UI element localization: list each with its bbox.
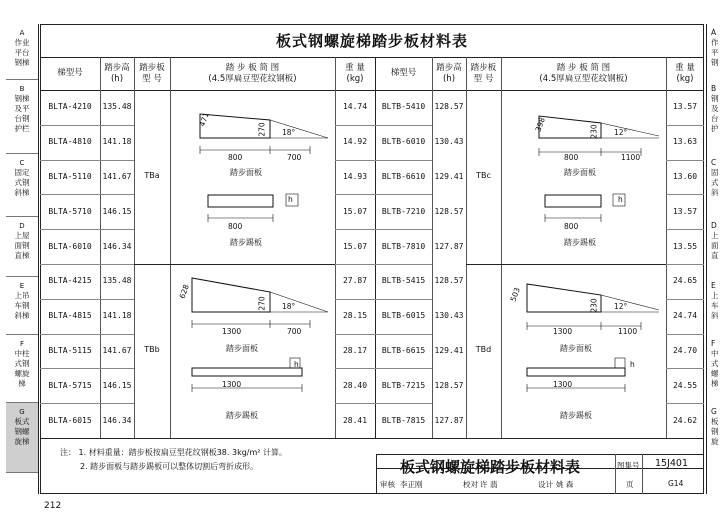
left-weight: 28.15 <box>342 311 368 321</box>
sidebar-item-letter: D <box>19 222 25 230</box>
sidebar-item-label-line: 钢梯 <box>14 58 30 67</box>
right-weight: 13.63 <box>672 137 698 147</box>
sidebar-right-letter: D <box>711 221 717 230</box>
sidebar-right-line: 螺 <box>711 369 719 378</box>
left-model: BLTA-4815 <box>48 311 92 321</box>
sidebar-right-line: 台 <box>711 114 719 123</box>
sketch-d-tread-label: 踏步面板 <box>560 344 592 353</box>
row-separator <box>40 194 134 195</box>
row-separator <box>666 334 704 335</box>
sidebar-right-line: 钢 <box>711 58 719 67</box>
left-model: BLTA-4210 <box>48 102 92 112</box>
right-model: BLTB-6010 <box>381 137 426 147</box>
tread-type-d: TBd <box>475 345 492 354</box>
header-weight: 重 量 <box>345 63 365 73</box>
sidebar-right-line: 上 <box>711 291 719 300</box>
sidebar-right-item-e <box>711 281 728 321</box>
row-separator <box>335 403 432 404</box>
sidebar-right-line: 式 <box>711 359 719 368</box>
row-separator <box>666 264 704 265</box>
sketch-b-side: 628 <box>177 283 191 300</box>
sidebar-item-letter: A <box>19 29 25 37</box>
sketch-d-dim1: 1300 <box>553 327 573 336</box>
header-weight-unit-right: (kg) <box>676 74 694 84</box>
right-rise: 128.57 <box>434 102 464 112</box>
sidebar-right-line: 钢 <box>711 427 719 436</box>
row-separator <box>666 299 704 300</box>
sidebar-right-item-d <box>711 221 728 261</box>
sidebar-item-b[interactable] <box>6 80 38 154</box>
sketch-a-depth: 270 <box>257 122 267 137</box>
left-rise: 146.15 <box>102 206 132 216</box>
right-model: BLTB-5410 <box>381 102 426 112</box>
right-model: BLTB-6615 <box>381 346 426 355</box>
design-label: 设计 <box>538 480 553 489</box>
title-block-title: 板式钢螺旋梯踏步板材料表 <box>400 458 581 476</box>
sidebar-right-item-g <box>711 407 728 447</box>
sketch-c-angle: 12° <box>614 128 628 137</box>
row-separator <box>40 299 134 300</box>
sidebar-item-label-line: 直梯 <box>14 251 30 260</box>
sidebar-item-label-line: 平台 <box>14 48 30 57</box>
sidebar-right-line: 式 <box>711 178 719 187</box>
sketch-b-dim2: 700 <box>287 327 302 336</box>
right-weight: 13.60 <box>672 172 698 181</box>
row-separator <box>40 160 134 161</box>
header-tread-type-right: 踏步板 <box>470 63 497 73</box>
right-model: BLTB-7810 <box>381 241 426 251</box>
sketch-c-riser-dim: 800 <box>564 222 579 231</box>
title-block-left <box>376 454 377 494</box>
row-separator <box>666 403 704 404</box>
sketch-c-dim1: 800 <box>564 153 579 162</box>
title-block-top <box>376 454 704 455</box>
sketch-a-h: h <box>288 195 293 204</box>
left-weight: 14.74 <box>342 102 368 112</box>
header-model: 梯型号 <box>57 68 83 78</box>
sidebar-right-line: 旋 <box>711 437 719 446</box>
sketch-a-angle: 18° <box>282 128 296 137</box>
sidebar-item-label-line: 中柱 <box>14 349 30 358</box>
row-separator <box>335 368 432 369</box>
right-model: BLTB-7815 <box>381 415 426 425</box>
sidebar-right-item-b <box>711 84 728 134</box>
sidebar-item-e[interactable] <box>6 277 38 335</box>
header-rise-right: 踏步高 <box>436 63 462 73</box>
row-separator <box>40 403 134 404</box>
note-2: 2. 踏步面板与踏步踢板可以整体切割后弯折成形。 <box>80 462 259 471</box>
header-rise: 踏步高 <box>104 63 130 73</box>
left-model: BLTA-6010 <box>48 241 92 251</box>
sidebar-item-letter: E <box>19 282 25 290</box>
sketch-d-depth: 230 <box>589 298 599 313</box>
row-separator <box>666 125 704 126</box>
sidebar-right-line: 板 <box>711 417 719 426</box>
right-model: BLTB-7210 <box>381 206 426 216</box>
sidebar-item-d[interactable] <box>6 217 38 277</box>
sidebar-item-letter: C <box>19 159 25 167</box>
row-separator <box>335 334 432 335</box>
sidebar-right-item-c <box>711 158 728 198</box>
chapter-sidebar <box>6 24 39 494</box>
left-model: BLTA-5710 <box>48 206 92 216</box>
right-weight: 24.70 <box>672 346 698 355</box>
tread-type-b: TBb <box>144 345 160 354</box>
sidebar-right-letter: C <box>711 158 717 167</box>
col-line <box>466 57 467 438</box>
header-weight-right: 重 量 <box>675 63 695 73</box>
tread-type-c: TBc <box>476 171 491 180</box>
left-rise: 146.34 <box>102 241 132 251</box>
sketch-d-angle: 12° <box>614 302 628 311</box>
sidebar-right-letter: F <box>711 339 716 348</box>
right-rise: 127.87 <box>434 241 464 251</box>
sidebar-item-label-line: 螺旋 <box>14 369 30 378</box>
right-rise: 130.43 <box>434 137 464 147</box>
right-rise: 127.87 <box>434 415 464 425</box>
sketch-d-dim2: 1100 <box>618 327 638 336</box>
designer-name: 姚 森 <box>556 480 574 489</box>
sketch-c-dim2: 1100 <box>621 153 641 162</box>
right-weight: 13.57 <box>672 206 698 216</box>
sketch-a-riser-label: 踏步踢板 <box>230 238 262 247</box>
sidebar-right-line: 梯 <box>711 379 719 388</box>
header-sketch-sub-right: (4.5厚扁豆型花纹钢板) <box>539 74 628 84</box>
sidebar-item-label-line: 护栏 <box>14 124 30 133</box>
sidebar-item-label-line: 斜梯 <box>14 188 30 197</box>
atlas-number: 15J401 <box>655 458 689 469</box>
sidebar-item-label-line: 车钢 <box>14 301 30 310</box>
sidebar-right-line: 斜 <box>711 311 719 320</box>
row-separator <box>40 229 134 230</box>
right-rise: 128.57 <box>434 206 464 216</box>
header-sketch-right: 踏 步 板 简 图 <box>556 63 611 73</box>
sidebar-right-letter: A <box>711 28 717 37</box>
sketch-d-riser-dim: 1300 <box>553 380 573 389</box>
atlas-label: 图集号 <box>617 461 640 470</box>
sidebar-item-label-line: 式钢 <box>14 178 30 187</box>
sketch-c-tread-label: 踏步面板 <box>564 168 596 177</box>
sketch-d-h: h <box>630 360 635 369</box>
sidebar-item-letter: G <box>19 408 25 416</box>
right-weight: 24.74 <box>672 311 698 321</box>
row-separator <box>335 194 432 195</box>
sidebar-item-label-line: 钢螺 <box>14 427 30 436</box>
left-model: BLTA-5715 <box>48 380 92 390</box>
sidebar-right-letter: G <box>711 407 717 416</box>
row-separator <box>40 334 134 335</box>
sidebar-right-line: 斜 <box>711 188 719 197</box>
row-separator <box>335 299 432 300</box>
note-1: 1. 材料重量：踏步板按扁豆型花纹钢板38. 3kg/m² 计算。 <box>78 448 288 457</box>
sketch-b-riser-label: 踏步踢板 <box>226 411 258 420</box>
checker-name: 许 翡 <box>480 480 498 489</box>
left-rise: 141.67 <box>102 172 132 181</box>
left-rise: 146.15 <box>102 380 132 390</box>
header-rise-unit: (h) <box>110 74 124 84</box>
header-tread-type: 踏步板 <box>139 63 165 73</box>
left-model: BLTA-4810 <box>48 137 92 147</box>
header-model-right: 梯型号 <box>390 68 417 78</box>
sidebar-item-label-line: 台钢 <box>14 114 30 123</box>
table-bottom-line <box>40 438 704 439</box>
chapter-sidebar-right <box>706 24 728 494</box>
row-separator <box>666 368 704 369</box>
left-rise: 141.18 <box>102 137 132 147</box>
type-separator <box>134 264 170 265</box>
header-rise-unit-right: (h) <box>442 74 456 84</box>
left-weight: 14.93 <box>342 172 368 181</box>
right-model: BLTB-5415 <box>381 276 426 286</box>
left-model: BLTA-6015 <box>48 415 92 425</box>
sidebar-right-line: 作 <box>711 38 719 47</box>
page-title: 板式钢螺旋梯踏步板材料表 <box>275 32 468 50</box>
sidebar-item-label-line: 作业 <box>14 38 30 47</box>
sidebar-right-line: 固 <box>711 168 719 177</box>
header-tread-type2: 型 号 <box>142 74 162 84</box>
page-code: G14 <box>668 479 684 488</box>
left-weight: 28.40 <box>342 380 368 390</box>
sidebar-right-letter: E <box>711 281 716 290</box>
sidebar-right-item-a <box>711 28 728 68</box>
row-separator <box>335 229 432 230</box>
sketch-a-riser-dim: 800 <box>228 222 243 231</box>
page-number: 212 <box>44 501 62 511</box>
sidebar-item-g[interactable] <box>6 403 38 473</box>
left-weight: 15.07 <box>342 241 368 251</box>
sidebar-item-label-line: 旋梯 <box>14 437 30 446</box>
right-rise: 130.43 <box>434 311 464 321</box>
notes-prefix: 注： <box>60 448 76 457</box>
header-sketch-sub: (4.5厚扁豆型花纹钢板) <box>208 74 297 84</box>
title-block-col <box>642 454 643 494</box>
sketch-b-h: h <box>294 360 299 369</box>
row-separator <box>335 264 432 265</box>
sidebar-right-line: 护 <box>711 124 719 133</box>
col-line <box>134 57 135 438</box>
sidebar-right-letter: B <box>711 84 717 93</box>
left-weight: 15.07 <box>342 206 368 216</box>
sidebar-item-f[interactable] <box>6 335 38 403</box>
right-rise: 128.57 <box>434 276 464 286</box>
type-separator <box>466 264 501 265</box>
sidebar-item-letter: F <box>19 340 25 348</box>
sidebar-item-label-line: 固定 <box>14 168 30 177</box>
row-separator <box>666 160 704 161</box>
sidebar-item-letter: B <box>19 85 25 93</box>
left-weight: 28.17 <box>342 346 368 355</box>
sketch-b-depth: 270 <box>257 296 267 311</box>
right-weight: 13.57 <box>672 102 698 112</box>
tread-type-a: TBa <box>144 171 160 180</box>
left-rise: 141.67 <box>102 346 132 355</box>
sidebar-item-label-line: 面钢 <box>14 241 30 250</box>
row-separator <box>335 125 432 126</box>
left-model: BLTA-4215 <box>48 276 92 286</box>
sidebar-right-line: 平 <box>711 48 719 57</box>
row-separator <box>40 264 134 265</box>
sidebar-right-line: 及 <box>711 104 719 113</box>
left-model: BLTA-5110 <box>48 172 92 181</box>
sidebar-item-label-line: 梯 <box>18 379 26 388</box>
left-rise: 146.34 <box>102 415 132 425</box>
left-model: BLTA-5115 <box>48 346 92 355</box>
right-model: BLTB-6015 <box>381 311 426 321</box>
left-rise: 141.18 <box>102 311 132 321</box>
page-label: 页 <box>626 480 634 489</box>
sketch-c-h: h <box>618 195 623 204</box>
sidebar-item-label-line: 板式 <box>14 417 30 426</box>
left-rise: 135.48 <box>102 276 132 286</box>
sidebar-item-label-line: 斜梯 <box>14 311 30 320</box>
right-weight: 24.65 <box>672 276 698 286</box>
sketch-c-depth: 230 <box>589 124 599 139</box>
sidebar-item-a[interactable] <box>6 24 38 80</box>
sketch-b-angle: 18° <box>282 302 296 311</box>
right-rise: 129.41 <box>434 172 464 181</box>
header-weight-unit: (kg) <box>346 74 364 84</box>
sidebar-item-c[interactable] <box>6 154 38 217</box>
sketch-b-tread-label: 踏步面板 <box>226 344 258 353</box>
right-model: BLTB-6610 <box>381 172 426 181</box>
check-label: 校对 <box>463 480 478 489</box>
sketch-a-dim2: 700 <box>287 153 302 162</box>
sketch-a-side: 471 <box>197 111 211 128</box>
left-weight: 14.92 <box>342 137 368 147</box>
sidebar-item-label-line: 式钢 <box>14 359 30 368</box>
review-label: 审核 <box>380 480 395 489</box>
sketch-b-dim1: 1300 <box>222 327 242 336</box>
sidebar-right-line: 车 <box>711 301 719 310</box>
row-separator <box>666 229 704 230</box>
sidebar-right-line: 直 <box>711 251 719 260</box>
right-weight: 24.62 <box>672 415 698 425</box>
left-weight: 28.41 <box>342 415 368 425</box>
right-rise: 128.57 <box>434 380 464 390</box>
right-rise: 129.41 <box>434 346 464 355</box>
row-separator <box>666 194 704 195</box>
sidebar-item-label-line: 上屋 <box>14 231 30 240</box>
sketch-c-side: 398 <box>533 116 547 133</box>
sidebar-item-label-line: 及平 <box>14 104 30 113</box>
sidebar-item-label-line: 钢梯 <box>14 94 30 103</box>
reviewer-name: 李正刚 <box>400 480 423 489</box>
row-separator <box>335 160 432 161</box>
sidebar-right-line: 中 <box>711 349 719 358</box>
sketch-b-riser-dim: 1300 <box>222 380 242 389</box>
sketch-a-dim1: 800 <box>228 153 243 162</box>
right-model: BLTB-7215 <box>381 380 426 390</box>
sidebar-item-label-line: 上吊 <box>14 291 30 300</box>
sidebar-right-line: 钢 <box>711 94 719 103</box>
header-top-line <box>40 57 704 58</box>
title-block-col <box>615 454 616 494</box>
left-weight: 27.87 <box>342 276 368 286</box>
sketch-d-side: 503 <box>508 286 522 303</box>
header-tread-type2-right: 型 号 <box>473 74 494 84</box>
sidebar-right-line: 上 <box>711 231 719 240</box>
row-separator <box>40 368 134 369</box>
sidebar-right-line: 面 <box>711 241 719 250</box>
right-weight: 13.55 <box>672 241 698 251</box>
header-sketch: 踏 步 板 简 图 <box>225 63 280 73</box>
sidebar-right-item-f <box>711 339 728 389</box>
row-separator <box>40 125 134 126</box>
right-weight: 24.55 <box>672 380 698 390</box>
sketch-c-riser-label: 踏步踢板 <box>564 238 596 247</box>
sketch-d-riser-label: 踏步踢板 <box>560 411 592 420</box>
sketch-a-tread-label: 踏步面板 <box>230 168 262 177</box>
left-rise: 135.48 <box>102 102 132 112</box>
notes <box>60 446 287 474</box>
